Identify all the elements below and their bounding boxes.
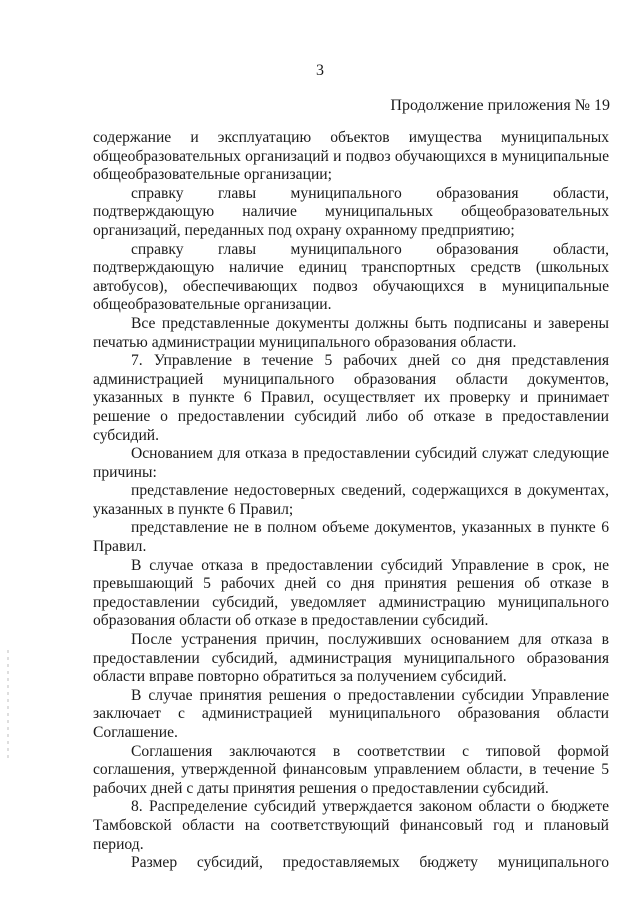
paragraph: Размер субсидий, предоставляемых бюджету муниципального (131, 854, 609, 872)
page-number: 3 (316, 62, 324, 79)
paragraph: Основанием для отказа в предоставлении субсидий служат следующие причины: (93, 445, 609, 481)
paragraph: справку главы муниципального образования области, подтверждающую наличие муниципальных общеобразовательных организаций, переданных под охрану охранному предприятию; (93, 184, 609, 239)
paragraph: 7. Управление в течение 5 рабочих дней со дня представления администрацией муниципального образования области документов, указанных в пункте 6 Правил, осуществляет их проверку и принимает решение о предоставлении субсидий либо об отказе в предоставлении субсидий. (93, 352, 609, 444)
paragraph: Все представленные документы должны быть подписаны и заверены печатью администрации муниципального образования области. (93, 314, 609, 351)
margin-marks (7, 650, 9, 760)
paragraph: 8. Распределение субсидий утверждается законом области о бюджете Тамбовской области на соответствующий финансовый год и плановый период. (93, 798, 609, 853)
paragraph: После устранения причин, послуживших основанием для отказа в предоставлении субсидий, администрация муниципального образования области вправе повторно обратиться за получением субсидий. (93, 631, 609, 686)
paragraph: представление не в полном объеме документов, указанных в пункте 6 Правил. (93, 519, 609, 556)
appendix-title: Продолжение приложения № 19 (390, 97, 610, 114)
paragraph: представление недостоверных сведений, содержащихся в документах, указанных в пункте 6 Правил; (93, 482, 609, 518)
paragraph: содержание и эксплуатацию объектов имущества муниципальных общеобразовательных организаций и подвоз обучающихся в муниципальные общеобразовательные организации; (93, 129, 609, 184)
paragraph: справку главы муниципального образования области, подтверждающую наличие единиц транспортных средств (школьных автобусов), обеспечивающих подвоз обучающихся в муниципальные общеобразовательные организации. (93, 240, 609, 314)
paragraph: Соглашения заключаются в соответствии с типовой формой соглашения, утвержденной финансовым управлением области, в течение 5 рабочих дней с даты принятия решения о предоставлении субсидий. (93, 742, 609, 797)
paragraph: В случае принятия решения о предоставлении субсидии Управление заключает с администрацией муниципального образования области Соглашение. (93, 686, 609, 741)
body-text (93, 129, 609, 873)
paragraph: В случае отказа в предоставлении субсидий Управление в срок, не превышающий 5 рабочих дней со дня принятия решения об отказе в предоставлении субсидий, уведомляет администрацию муниципального образования области об отказе в предоставлении субсидий. (93, 556, 609, 630)
